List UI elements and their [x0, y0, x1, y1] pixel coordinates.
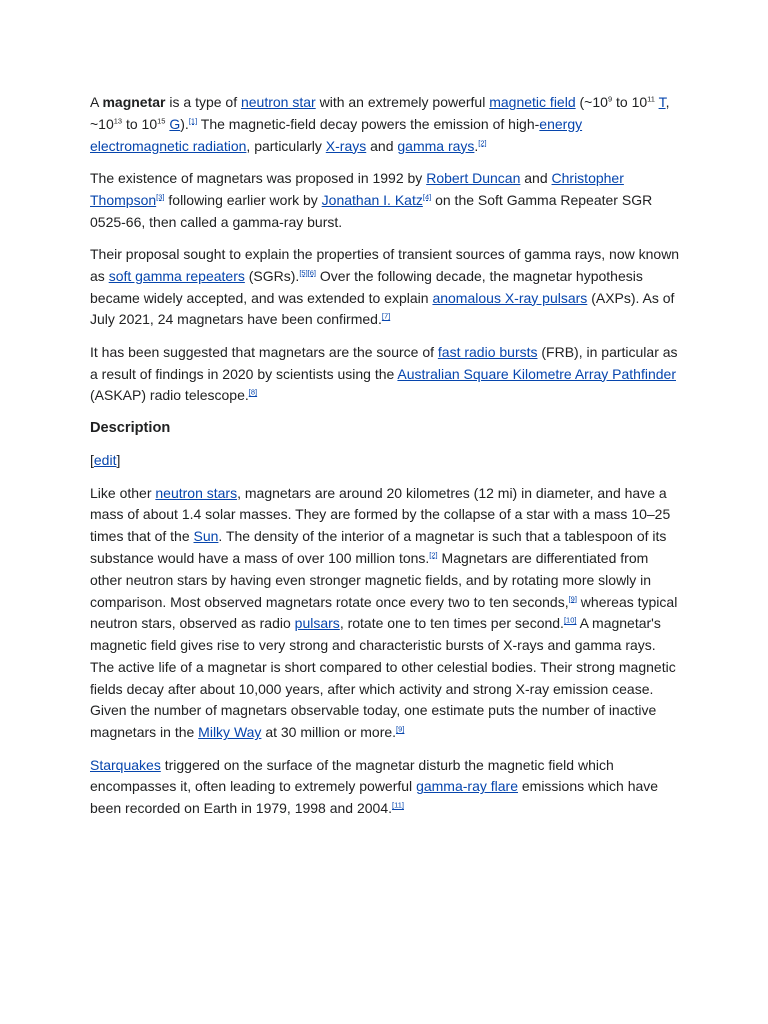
text-run: (ASKAP) radio telescope. [90, 387, 249, 404]
text-run: and [520, 169, 552, 186]
link-magnetic-field[interactable]: magnetic field [489, 94, 576, 110]
link-neutron-stars[interactable]: neutron stars [155, 484, 238, 501]
citation [396, 725, 404, 734]
citation-link[interactable]: [2] [478, 137, 487, 147]
text-run: , rotate one to ten times per second. [339, 615, 564, 632]
text-run: The magnetic-field decay powers the emission of high- [197, 115, 540, 132]
citation-link[interactable]: [11] [392, 800, 404, 810]
citation [299, 268, 307, 277]
link-sun[interactable]: Sun [193, 528, 219, 545]
link-christopher-thompson[interactable]: Christopher Thompson [90, 169, 624, 208]
description-heading [90, 418, 680, 440]
text-run: It has been suggested that magnetars are the source of [90, 343, 438, 360]
citation-link[interactable]: [5] [299, 268, 308, 278]
text-run: Their proposal sought to explain the properties of transient sources of gamma rays, now known as [90, 245, 680, 284]
link-g[interactable]: G [169, 115, 181, 132]
citation-link[interactable]: [9] [568, 593, 577, 603]
link-jonathan-i-katz[interactable]: Jonathan I. Katz [321, 191, 423, 208]
article-body [90, 92, 680, 831]
text-run: (FRB), in particular as a result of findings in 2020 by scientists using the [90, 343, 678, 382]
text-run: Magnetars are differentiated from other neutron stars by having even stronger magnetic fields, and by rotating more slowly in comparison. Most observed magnetars rotate once every two to ten seconds, [90, 549, 652, 610]
text-run: following earlier work by [164, 191, 322, 208]
exponent: 11 [647, 94, 655, 104]
text-run: and [366, 137, 398, 154]
text-run: . The density of the interior of a magnetar is such that a tablespoon of its substance would have a mass of over 100 million tons. [90, 528, 667, 566]
link-milky-way[interactable]: Milky Way [198, 724, 262, 741]
text-run: , particularly [246, 137, 326, 154]
text-run: Over the following decade, the magnetar hypothesis became widely accepted, and was extended to explain [90, 267, 643, 306]
link-energy[interactable]: energy [539, 115, 583, 132]
link-electromagnetic-radiation[interactable]: electromagnetic radiation [90, 137, 247, 154]
text-run: whereas typical neutron stars, observed as radio [90, 593, 678, 632]
citation-link[interactable]: [7] [381, 311, 391, 321]
text-run: (SGRs). [244, 267, 300, 284]
text-run: ). [180, 115, 189, 132]
intro-paragraph [90, 92, 680, 157]
citation [569, 594, 577, 603]
text-run: [ [90, 452, 94, 469]
link-soft-gamma-repeaters[interactable]: soft gamma repeaters [108, 267, 245, 284]
citation [249, 388, 257, 397]
text-run: is a type of [165, 94, 241, 110]
bold-term: magnetar [102, 94, 166, 110]
text-run: (AXPs). As of July 2021, 24 magnetars have been confirmed. [90, 289, 675, 328]
text-run: A [90, 94, 103, 110]
frb-paragraph [90, 342, 680, 407]
link-australian-square-kilometre-array-pathfinder[interactable]: Australian Square Kilometre Array Pathfinder [397, 365, 676, 382]
citation [308, 268, 316, 277]
citation-link[interactable]: [10] [563, 615, 577, 625]
link-starquakes[interactable]: Starquakes [90, 756, 161, 773]
citation [429, 550, 437, 559]
text-run: at 30 million or more. [261, 724, 397, 741]
starquakes-paragraph [90, 755, 680, 820]
link-neutron-star[interactable]: neutron star [240, 94, 316, 110]
exponent: 15 [157, 116, 166, 126]
citation [382, 312, 390, 321]
text-run: The existence of magnetars was proposed in 1992 by [90, 169, 427, 186]
citation-link[interactable]: [2] [429, 550, 438, 560]
text-run: with an extremely powerful [315, 94, 490, 110]
text-run: on the Soft Gamma Repeater SGR 0525-66, then called a gamma-ray burst. [90, 191, 653, 230]
citation [156, 192, 164, 201]
citation-link[interactable]: [1] [188, 116, 198, 126]
link-pulsars[interactable]: pulsars [294, 615, 340, 632]
exponent: 9 [607, 94, 613, 104]
link-x-rays[interactable]: X-rays [325, 137, 367, 154]
link-gamma-rays[interactable]: gamma rays [397, 137, 475, 154]
text-run: . [474, 137, 479, 154]
link-t[interactable]: T [658, 94, 666, 110]
citation-link[interactable]: [8] [248, 387, 258, 397]
edit-section [90, 450, 680, 472]
text-run: ] [116, 452, 121, 469]
citation [564, 616, 577, 625]
history-paragraph [90, 168, 680, 233]
citation-link[interactable]: [9] [396, 724, 405, 734]
citation [423, 192, 431, 201]
citation [478, 138, 486, 147]
section-heading-text: Description [90, 419, 171, 436]
description-paragraph [90, 483, 680, 745]
citation-link[interactable]: [6] [307, 268, 316, 278]
proposal-paragraph [90, 244, 680, 331]
link-gamma-ray-flare[interactable]: gamma-ray flare [416, 778, 518, 795]
text-run: (~10 [575, 94, 608, 110]
text-run: triggered on the surface of the magnetar disturb the magnetic field which encompasses it, often leading to extremely powerful [90, 756, 614, 795]
text-run: to 10 [122, 115, 158, 132]
link-robert-duncan[interactable]: Robert Duncan [426, 169, 521, 186]
edit-link[interactable]: edit [93, 452, 117, 469]
text-run: emissions which have been recorded on Earth in 1979, 1998 and 2004. [90, 778, 659, 817]
citation [189, 116, 197, 125]
citation [392, 801, 404, 810]
text-run: to 10 [612, 94, 648, 110]
citation-link[interactable]: [4] [422, 192, 432, 202]
link-anomalous-x-ray-pulsars[interactable]: anomalous X-ray pulsars [432, 289, 588, 306]
text-run: , magnetars are around 20 kilometres (12 mi) in diameter, and have a mass of about 1.4 solar masses. They are formed by the collapse of a star with a mass 10–25 times that of the [90, 484, 671, 545]
text-run: , ~10 [90, 94, 670, 132]
link-fast-radio-bursts[interactable]: fast radio bursts [437, 343, 538, 360]
citation-link[interactable]: [3] [156, 192, 165, 202]
text-run: Like other [90, 484, 156, 501]
text-run: A magnetar's magnetic field gives rise to very strong and characteristic bursts of X-rays and gamma rays. The active life of a magnetar is short compared to other celestial bodies. Their strong magnetic fields decay after about 10,000 years, after which activity and strong X-ray emission cease. Given the number of magnetars observable today, one estimate puts the number of inactive magnetars in the [90, 615, 676, 741]
exponent: 13 [113, 116, 123, 126]
